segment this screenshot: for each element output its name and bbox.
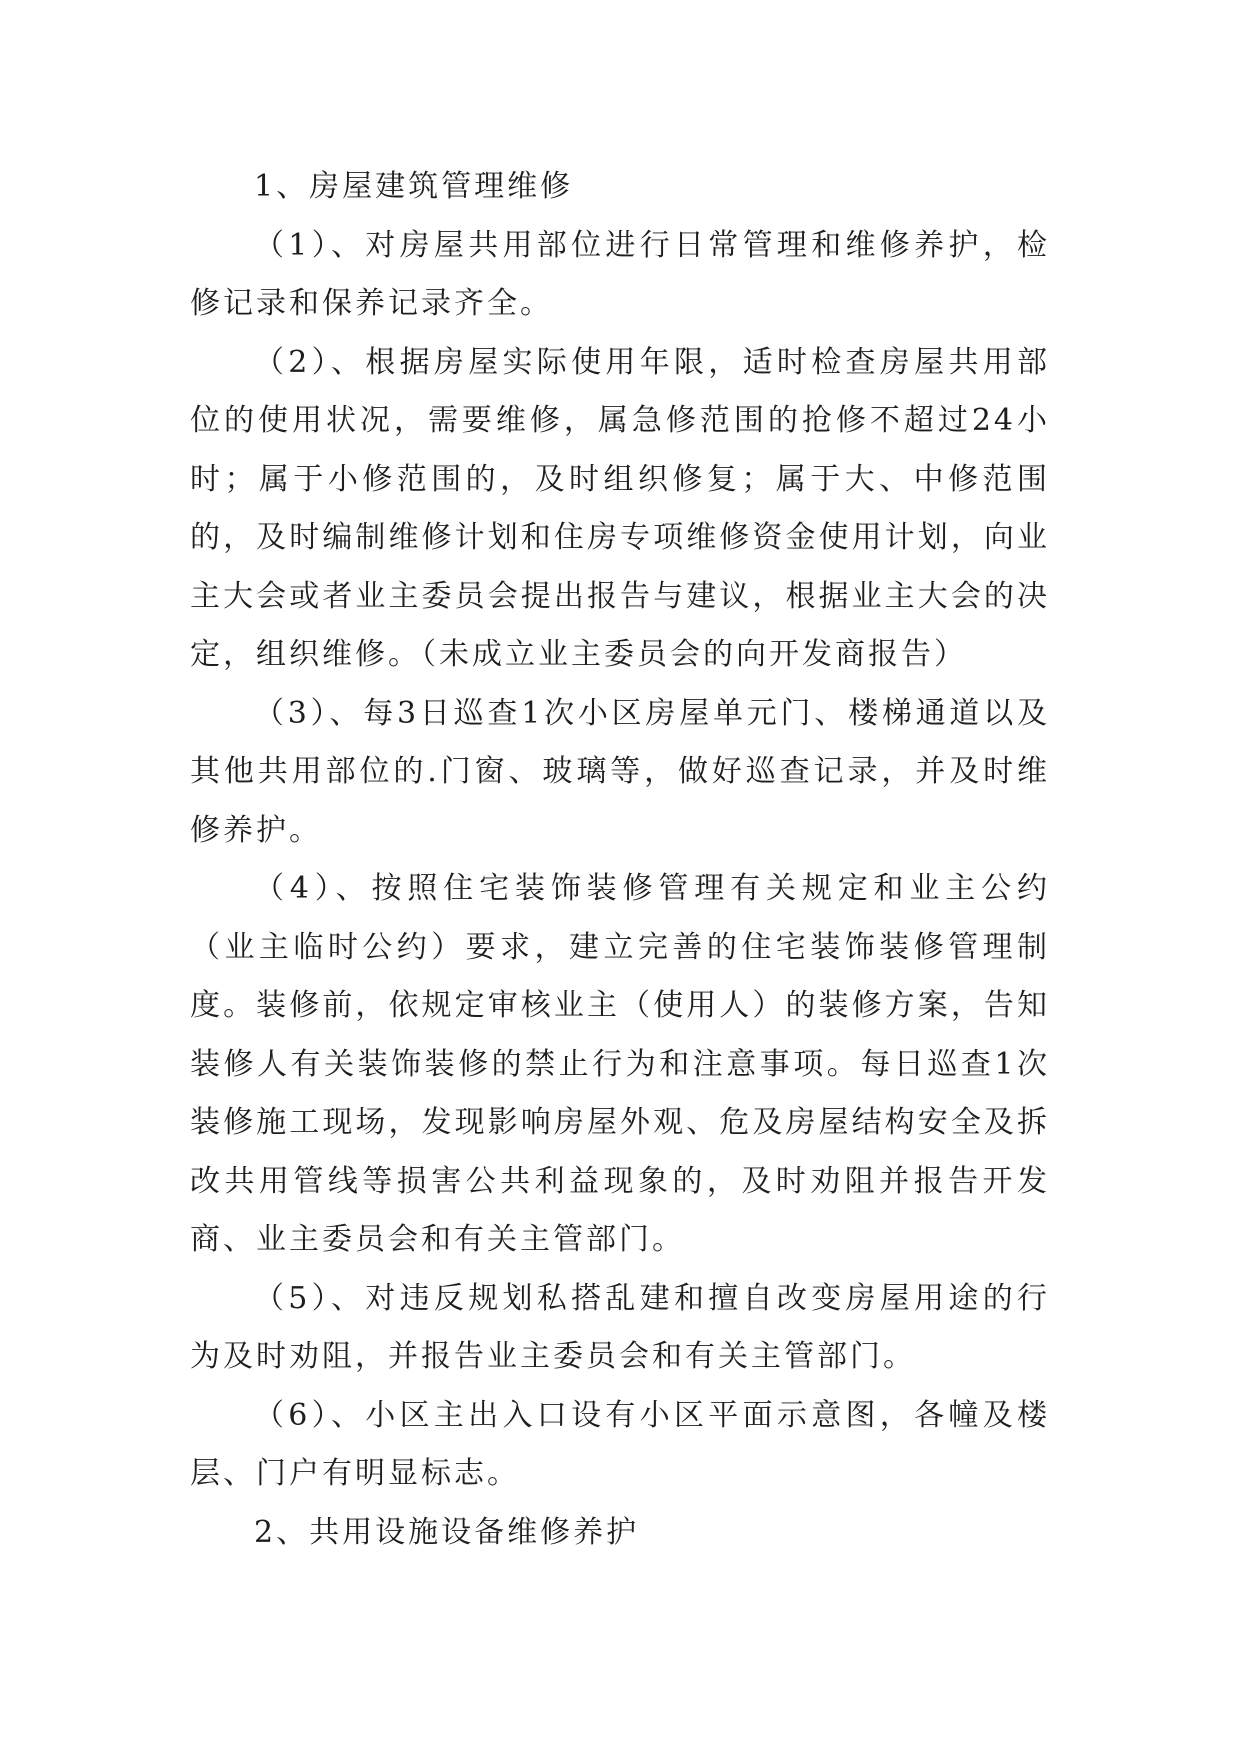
paragraph-item-6: （6）、小区主出入口设有小区平面示意图，各幢及楼层、门户有明显标志。 bbox=[190, 1397, 1050, 1491]
heading-building-maintenance: 1、房屋建筑管理维修 bbox=[254, 169, 574, 204]
document-body bbox=[190, 158, 1050, 1562]
paragraph-item-2: （2）、根据房屋实际使用年限，适时检查房屋共用部位的使用状况，需要维修，属急修范围的抢修不超过24小时；属于小修范围的，及时组织修复；属于大、中修范围的，及时编制维修计划和住房专项维修资金使用计划，向业主大会或者业主委员会提出报告与建议，根据业主大会的决定，组织维修。（未成立业主委员会的向开发商报告） bbox=[190, 344, 1050, 672]
heading-facility-maintenance: 2、共用设施设备维修养护 bbox=[254, 1514, 640, 1550]
paragraph-item-4: （4）、按照住宅装饰装修管理有关规定和业主公约（业主临时公约）要求，建立完善的住宅装饰装修管理制度。装修前，依规定审核业主（使用人）的装修方案，告知装修人有关装饰装修的禁止行为和注意事项。每日巡查1次装修施工现场，发现影响房屋外观、危及房屋结构安全及拆改共用管线等损害公共利益现象的，及时劝阻并报告开发商、业主委员会和有关主管部门。 bbox=[190, 871, 1050, 1257]
paragraph-item-3: （3）、每3日巡查1次小区房屋单元门、楼梯通道以及其他共用部位的.门窗、玻璃等，做好巡查记录，并及时维修养护。 bbox=[190, 695, 1050, 848]
paragraph-item-5: （5）、对违反规划私搭乱建和擅自改变房屋用途的行为及时劝阻，并报告业主委员会和有关主管部门。 bbox=[190, 1280, 1050, 1374]
paragraph-item-1: （1）、对房屋共用部位进行日常管理和维修养护，检修记录和保养记录齐全。 bbox=[190, 227, 1050, 321]
